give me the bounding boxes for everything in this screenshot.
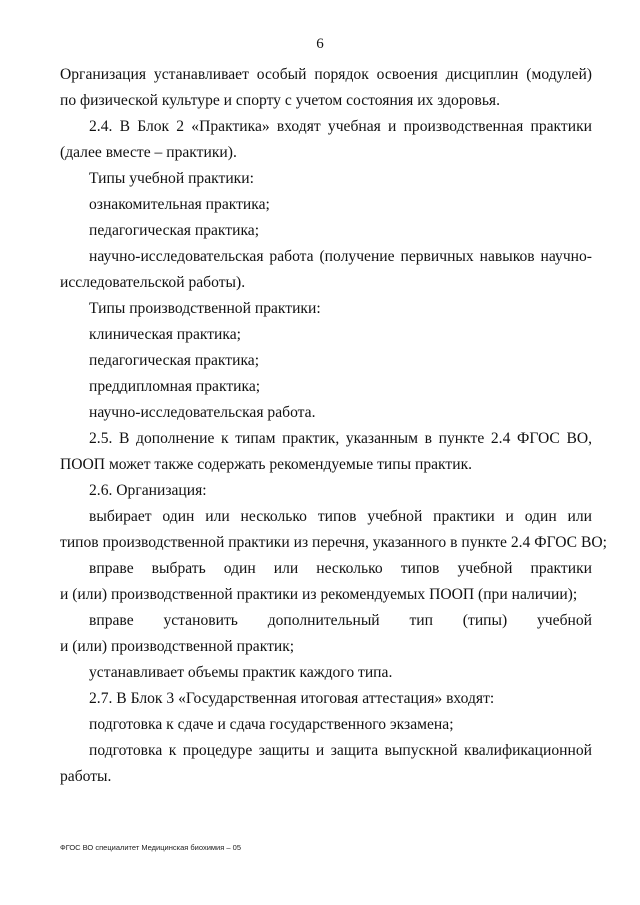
text-line: и (или) производственной практики из рекомендуемых ПООП (при наличии); <box>60 586 578 603</box>
text-line: вправе выбрать один или несколько типов учебной практики <box>89 560 592 577</box>
text-line: ПООП может также содержать рекомендуемые типы практик. <box>60 456 473 473</box>
text-line: Типы производственной практики: <box>89 300 321 317</box>
text-line: 2.5. В дополнение к типам практик, указанным в пункте 2.4 ФГОС ВО, <box>89 430 592 447</box>
text-line: и (или) производственной практик; <box>60 638 295 655</box>
text-line: научно-исследовательская работа (получение первичных навыков научно- <box>89 248 592 265</box>
text-line: ознакомительная практика; <box>89 196 270 213</box>
text-line: научно-исследовательская работа. <box>89 404 316 421</box>
page-number: 6 <box>316 36 324 52</box>
text-line: по физической культуре и спорту с учетом состояния их здоровья. <box>60 92 500 109</box>
text-line: клиническая практика; <box>89 326 241 343</box>
text-line: педагогическая практика; <box>89 222 260 239</box>
text-line: работы. <box>60 768 112 785</box>
text-line: 2.7. В Блок 3 «Государственная итоговая аттестация» входят: <box>89 690 495 707</box>
text-line: 2.4. В Блок 2 «Практика» входят учебная и производственная практики <box>89 118 592 135</box>
text-line: Типы учебной практики: <box>89 170 254 187</box>
text-line: (далее вместе – практики). <box>60 144 237 161</box>
text-line: 2.6. Организация: <box>89 482 207 499</box>
text-line: типов производственной практики из перечня, указанного в пункте 2.4 ФГОС ВО; <box>60 534 607 551</box>
text-line: устанавливает объемы практик каждого типа. <box>89 664 393 681</box>
text-line: подготовка к процедуре защиты и защита выпускной квалификационной <box>89 742 592 759</box>
text-line: выбирает один или несколько типов учебной практики и один или <box>89 508 592 525</box>
document-body <box>60 62 607 790</box>
text-line: Организация устанавливает особый порядок освоения дисциплин (модулей) <box>60 66 592 83</box>
text-line: преддипломная практика; <box>89 378 261 395</box>
footer-text: ФГОС ВО специалитет Медицинская биохимия – 05 <box>60 843 241 852</box>
text-line: вправе установить дополнительный тип (типы) учебной <box>89 612 592 629</box>
text-line: исследовательской работы). <box>60 274 246 291</box>
text-line: педагогическая практика; <box>89 352 260 369</box>
text-line: подготовка к сдаче и сдача государственного экзамена; <box>89 716 454 733</box>
